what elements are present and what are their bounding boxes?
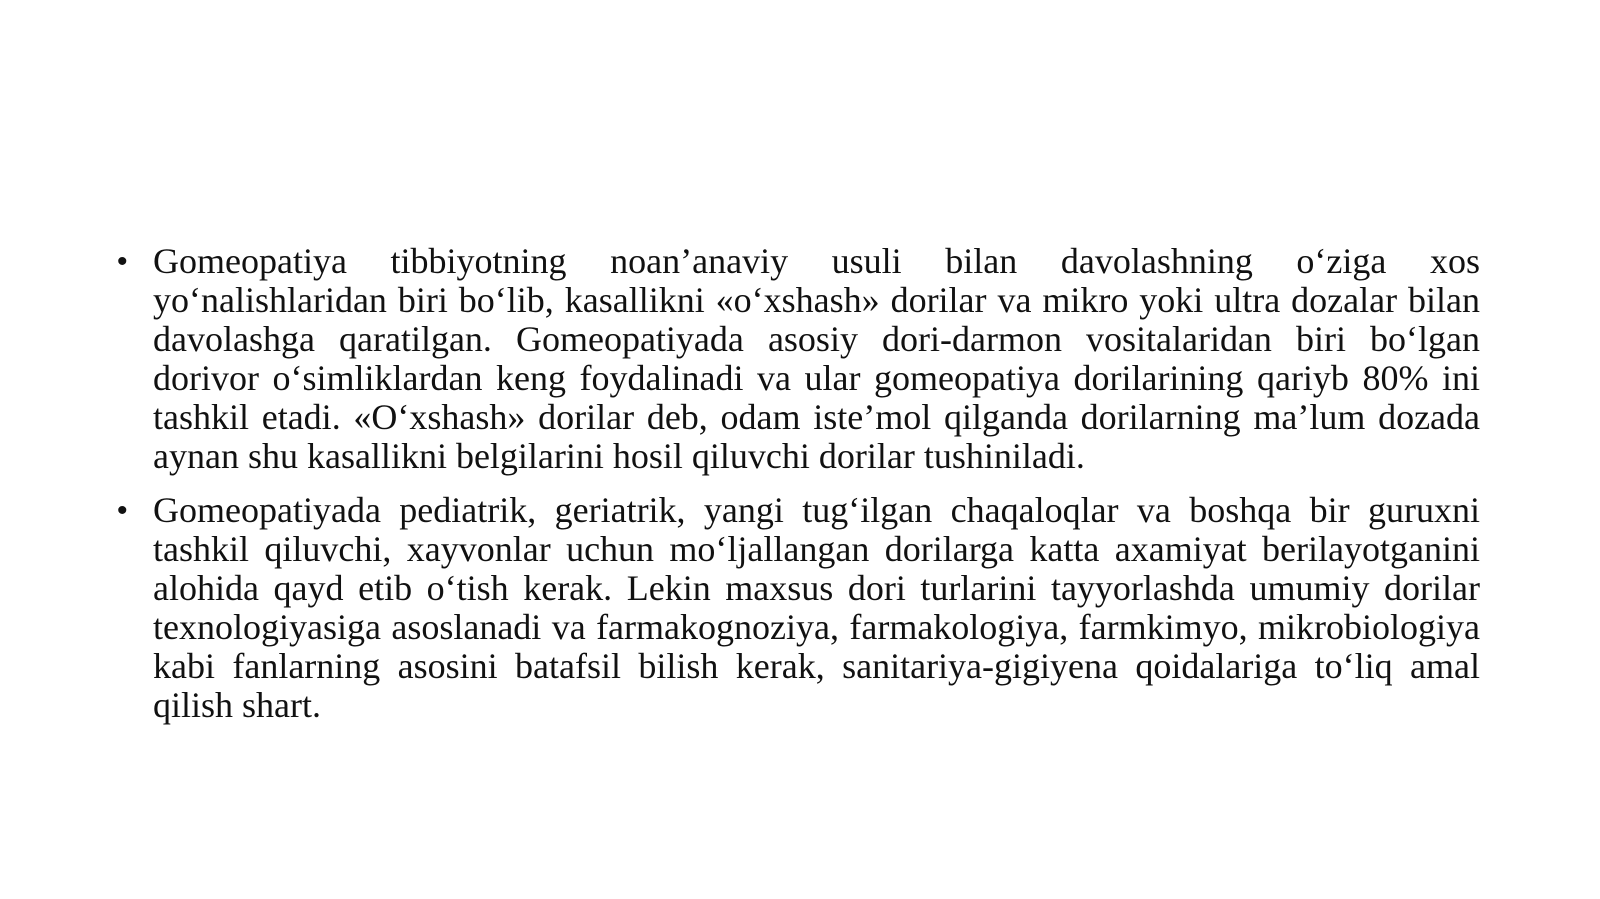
bullet-dot-icon: • bbox=[117, 494, 128, 527]
bullet-dot-icon: • bbox=[117, 245, 128, 278]
bullet-text: Gomeopatiya tibbiyotning noan’anaviy usuli bilan davolashning o‘ziga xos yo‘nalishlaridan biri bo‘lib, kasallikni «o‘xshash» dorilar va mikro yoki ultra dozalar bilan davolashga qaratilgan. Gomeopatiyada asosiy dori-darmon vositalaridan biri bo‘lgan dorivor o‘simliklardan keng foydalinadi va ular gomeopatiya dorilarining qariyb 80% ini tashkil etadi. «O‘xshash» dorilar deb, odam iste’mol qilganda dorilarning ma’lum dozada aynan shu kasallikni belgilarini hosil qiluvchi dorilar tushiniladi. bbox=[153, 241, 1480, 476]
bullet-list bbox=[117, 242, 1480, 740]
bullet-item-gomeopatiya-groups bbox=[117, 491, 1480, 725]
bullet-text: Gomeopatiyada pediatrik, geriatrik, yangi tug‘ilgan chaqaloqlar va boshqa bir guruxni tashkil qiluvchi, xayvonlar uchun mo‘ljallangan dorilarga katta axamiyat berilayotganini alohida qayd etib o‘tish kerak. Lekin maxsus dori turlarini tayyorlashda umumiy dorilar texnologiyasiga asoslanadi va farmakognoziya, farmakologiya, farmkimyo, mikrobiologiya kabi fanlarning asosini batafsil bilish kerak, sanitariya-gigiyena qoidalariga to‘liq amal qilish shart. bbox=[153, 490, 1480, 725]
bullet-item-gomeopatiya-definition bbox=[117, 242, 1480, 476]
